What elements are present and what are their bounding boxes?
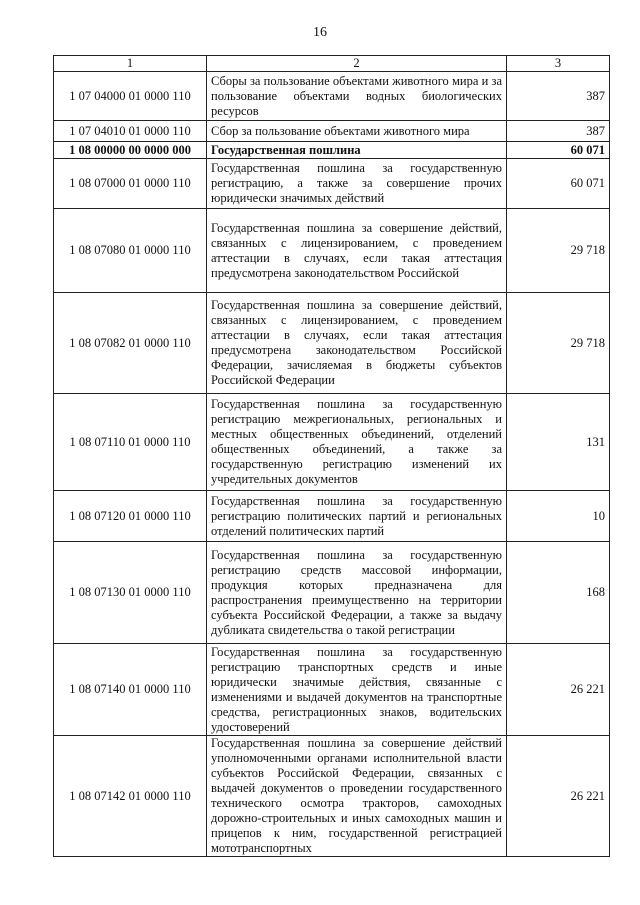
column-header-code: 1: [54, 56, 207, 72]
row-amount: 60 071: [507, 142, 610, 159]
column-header-description: 2: [207, 56, 507, 72]
row-code: 1 08 07082 01 0000 110: [54, 293, 207, 394]
row-description: Государственная пошлина за государственную регистрацию средств массовой информации, продукция которых предназначена для распространения преимущественно на территории субъекта Российской Федерации, а также за выдачу дубликата свидетельства о такой регистрации: [207, 542, 507, 644]
table-row: [54, 491, 610, 542]
row-amount: 387: [507, 121, 610, 142]
row-code: 1 08 07000 01 0000 110: [54, 159, 207, 209]
row-code: 1 08 00000 00 0000 000: [54, 142, 207, 159]
row-amount: 26 221: [507, 736, 610, 857]
row-description: Государственная пошлина за совершение действий уполномоченными органами исполнительной власти субъектов Российской Федерации, связанных с выдачей документов о проведении государственного технического осмотра тракторов, самоходных дорожно-строительных и иных самоходных машин и прицепов к ним, государственной регистрацией мототранспортных: [207, 736, 507, 857]
table-row: [54, 542, 610, 644]
row-description: Государственная пошлина за совершение действий, связанных с лицензированием, с проведением аттестации в случаях, если такая аттестация предусмотрена законодательством Российской: [207, 209, 507, 293]
row-description: Государственная пошлина за государственную регистрацию межрегиональных, региональных и местных общественных объединений, отделений общественных объединений, а также за государственную регистрацию изменений их учредительных документов: [207, 394, 507, 491]
row-amount: 60 071: [507, 159, 610, 209]
table-row: [54, 644, 610, 736]
row-code: 1 08 07110 01 0000 110: [54, 394, 207, 491]
row-description: Сборы за пользование объектами животного мира и за пользование объектами водных биологических ресурсов: [207, 72, 507, 121]
page-number: 16: [313, 25, 327, 40]
row-code: 1 08 07120 01 0000 110: [54, 491, 207, 542]
table-row: [54, 159, 610, 209]
row-description: Государственная пошлина за государственную регистрацию политических партий и региональных отделений политических партий: [207, 491, 507, 542]
row-description: Государственная пошлина: [207, 142, 507, 159]
table-row: [54, 293, 610, 394]
budget-revenue-table: [53, 55, 610, 857]
table-row: [54, 121, 610, 142]
table-row: [54, 72, 610, 121]
row-description: Государственная пошлина за совершение действий, связанных с лицензированием, с проведением аттестации в случаях, если такая аттестация предусмотрена законодательством Российской Федерации, зачисляемая в бюджеты субъектов Российской Федерации: [207, 293, 507, 394]
row-amount: 29 718: [507, 293, 610, 394]
row-amount: 387: [507, 72, 610, 121]
row-amount: 131: [507, 394, 610, 491]
table-row: [54, 394, 610, 491]
row-code: 1 07 04010 01 0000 110: [54, 121, 207, 142]
row-amount: 29 718: [507, 209, 610, 293]
table-row: [54, 209, 610, 293]
row-description: Сбор за пользование объектами животного мира: [207, 121, 507, 142]
row-code: 1 08 07130 01 0000 110: [54, 542, 207, 644]
row-description: Государственная пошлина за государственную регистрацию, а также за совершение прочих юридически значимых действий: [207, 159, 507, 209]
table-row-section-total: [54, 142, 610, 159]
row-description: Государственная пошлина за государственную регистрацию транспортных средств и иные юридически значимые действия, связанные с изменениями и выдачей документов на транспортные средства, регистрационных знаков, водительских удостоверений: [207, 644, 507, 736]
column-header-amount: 3: [507, 56, 610, 72]
row-code: 1 08 07142 01 0000 110: [54, 736, 207, 857]
row-amount: 26 221: [507, 644, 610, 736]
row-code: 1 08 07140 01 0000 110: [54, 644, 207, 736]
table-row: [54, 736, 610, 857]
row-code: 1 07 04000 01 0000 110: [54, 72, 207, 121]
row-amount: 10: [507, 491, 610, 542]
table-header-row: [54, 56, 610, 72]
row-code: 1 08 07080 01 0000 110: [54, 209, 207, 293]
row-amount: 168: [507, 542, 610, 644]
